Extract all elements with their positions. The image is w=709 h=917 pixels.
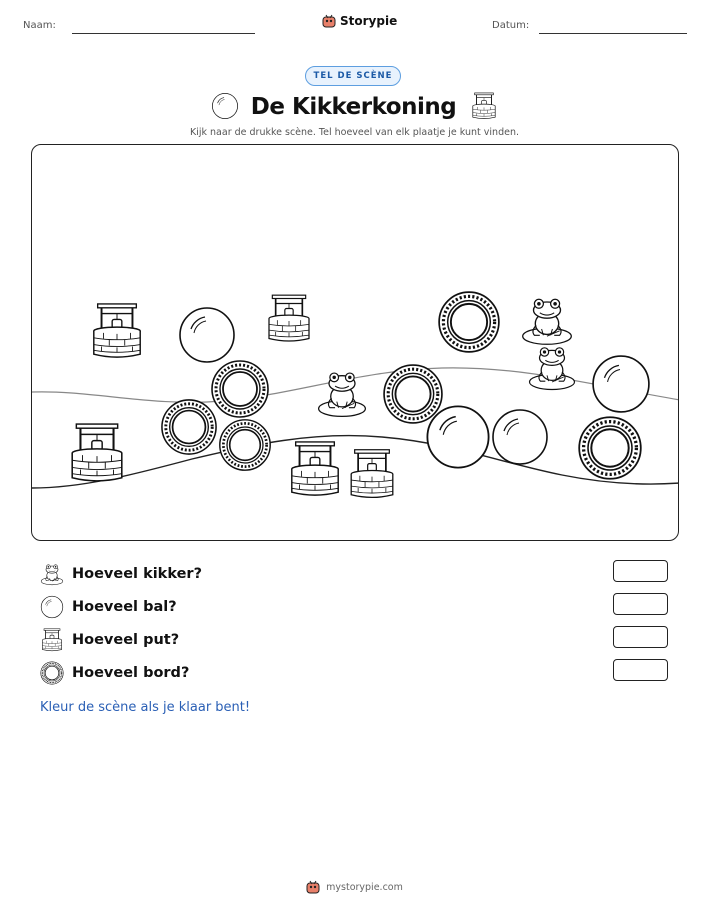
scene-well [269, 295, 309, 341]
storypie-logo-icon [306, 880, 320, 894]
scene-frog [523, 299, 572, 344]
date-line[interactable] [539, 33, 687, 34]
scene-well [351, 450, 393, 498]
scene-plate [162, 400, 216, 454]
footer [0, 880, 709, 894]
closing-note: Kleur de scène als je klaar bent! [40, 700, 251, 715]
scene-plate [384, 365, 442, 423]
brand-logo [322, 14, 397, 28]
well-icon [470, 92, 498, 120]
scene-ball [180, 308, 234, 362]
scene-well [292, 442, 338, 495]
brand-name: Storypie [340, 14, 398, 28]
storypie-logo-icon [322, 14, 336, 28]
scene-plate [439, 292, 499, 352]
answer-box-frog[interactable] [613, 560, 668, 582]
scene-ball [593, 356, 649, 412]
scene-plate [212, 361, 268, 417]
name-label: Naam: [23, 20, 56, 31]
activity-badge: TEL DE SCÈNE [305, 66, 401, 86]
plate-icon [40, 661, 64, 685]
question-frog [40, 562, 202, 586]
well-icon [40, 628, 64, 652]
title-text: De Kikkerkoning [250, 94, 457, 120]
scene-plate [220, 420, 270, 470]
scene-well [94, 304, 140, 357]
question-text: Hoeveel bal? [72, 599, 177, 615]
question-text: Hoeveel put? [72, 632, 180, 648]
scene-plate [579, 417, 641, 479]
question-plate [40, 661, 189, 685]
name-line[interactable] [72, 33, 255, 34]
date-label: Datum: [492, 20, 530, 31]
scene-frog [319, 373, 366, 416]
question-ball [40, 595, 177, 619]
question-text: Hoeveel bord? [72, 665, 190, 681]
ball-icon [211, 92, 239, 120]
answer-box-well[interactable] [613, 626, 668, 648]
answer-box-ball[interactable] [613, 593, 668, 615]
page-title [0, 92, 709, 120]
scene-illustration [32, 145, 679, 541]
scene-ball [493, 410, 547, 464]
ball-icon [40, 595, 64, 619]
footer-url: mystorypie.com [326, 881, 403, 893]
question-text: Hoeveel kikker? [72, 566, 202, 582]
counting-scene [31, 144, 679, 541]
frog-icon [40, 562, 64, 586]
scene-well [72, 424, 122, 481]
instruction-text: Kijk naar de drukke scène. Tel hoeveel van elk plaatje je kunt vinden. [190, 127, 519, 138]
question-well [40, 628, 179, 652]
scene-ball [427, 406, 488, 467]
scene-frog [530, 348, 575, 390]
answer-box-plate[interactable] [613, 659, 668, 681]
